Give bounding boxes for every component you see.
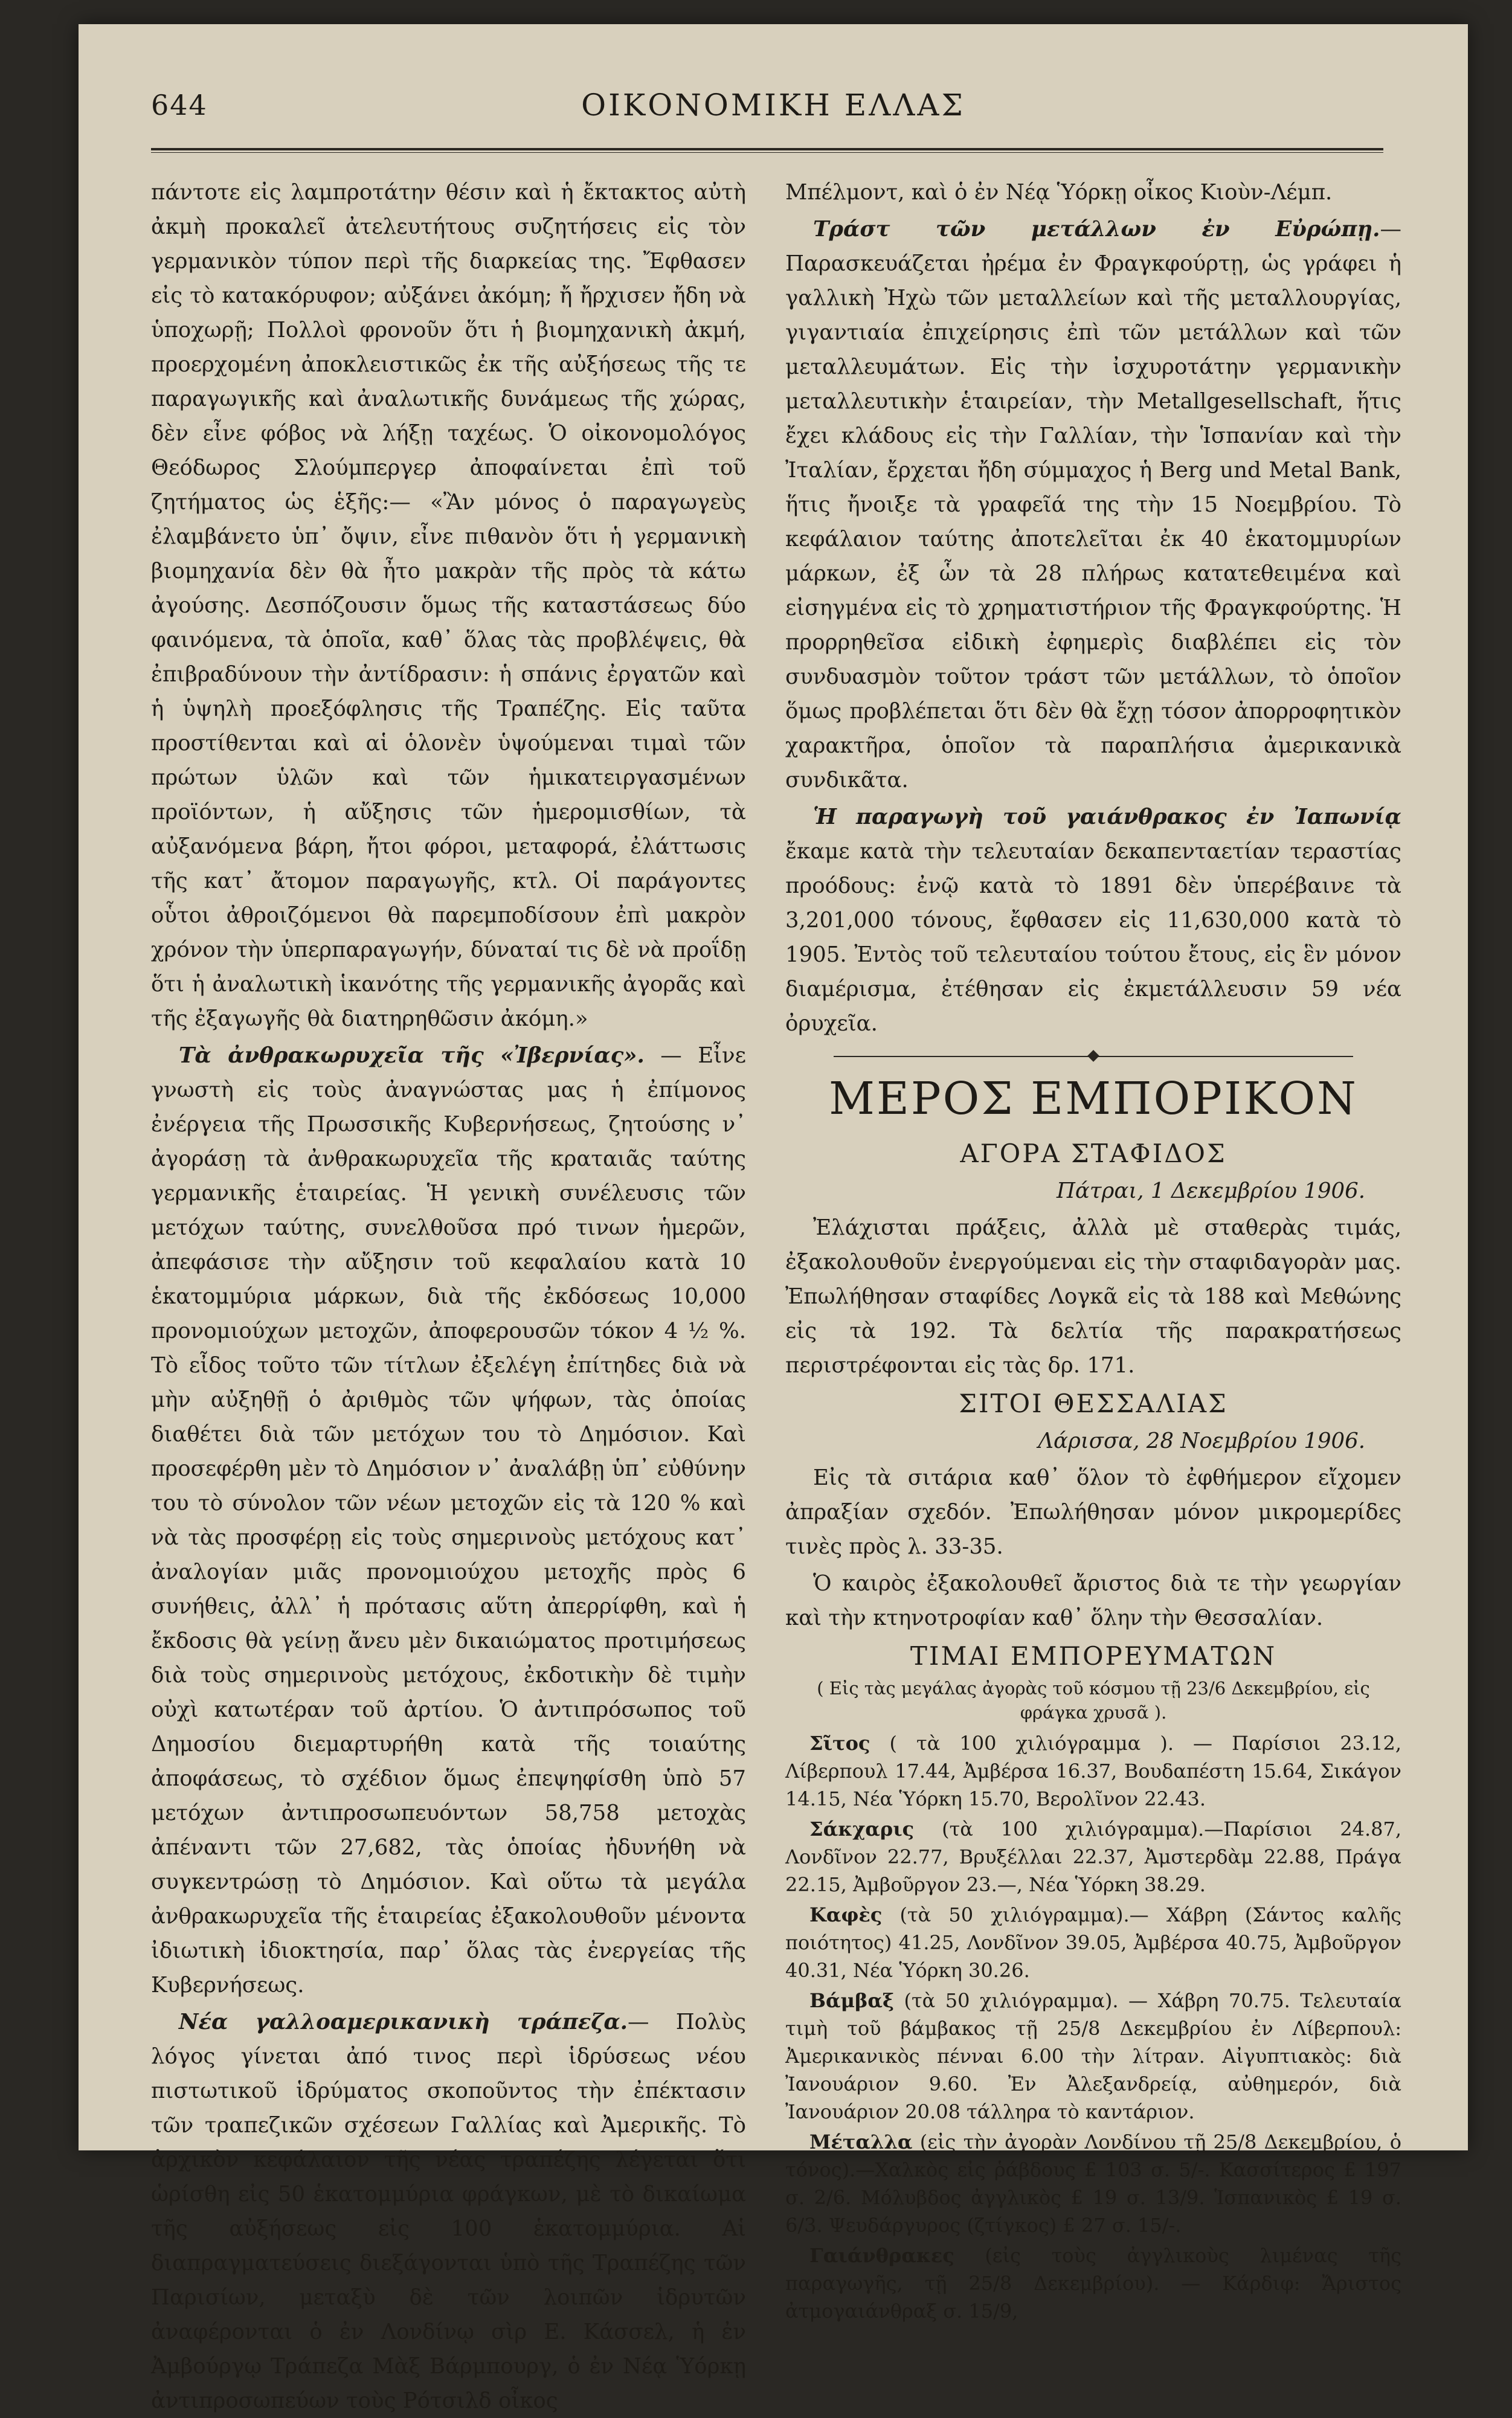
commodity-text: (τὰ 100 χιλιόγραμμα).—Παρίσιοι 24.87, Λονδῖνον 22.77, Βρυξέλλαι 22.37, Ἀμστερδὰμ 22.88, Πράγα 22.15, Ἀμβοῦργον 23.—, Νέα Ὑόρκη 38.29.	[785, 1818, 1401, 1896]
divider-ornament	[1087, 1050, 1099, 1062]
page-number: 644	[151, 89, 208, 121]
grain-text-2: Ὁ καιρὸς ἐξακολουθεῖ ἄριστος διὰ τε τὴν γεωργίαν καὶ τὴν κτηνοτροφίαν καθ᾿ ὅλην τὴν Θεσσαλίαν.	[785, 1571, 1401, 1630]
commodity-text: (τὰ 50 χιλιόγραμμα).— Χάβρη (Σάντος καλῆς ποιότητος) 41.25, Λονδῖνον 39.05, Ἀμβέρσα 40.75, Ἀμβοῦργον 40.31, Νέα Ὑόρκη 30.26.	[785, 1903, 1401, 1982]
running-title: ΟΙΚΟΝΟΜΙΚΗ ΕΛΛΑΣ	[581, 88, 965, 123]
commodity-text: ( τὰ 100 χιλιόγραμμα ). — Παρίσιοι 23.12, Λίβερπουλ 17.44, Ἀμβέρσα 16.37, Βουδαπέστη 15.64, Σικάγον 14.15, Νέα Ὑόρκη 15.70, Βερολῖνον 22.43.	[785, 1732, 1401, 1810]
header-rule	[151, 148, 1383, 153]
price-coal	[785, 2242, 1401, 2325]
price-metals	[785, 2128, 1401, 2239]
section-divider	[785, 1049, 1401, 1064]
commodity-name: Καφὲς	[809, 1903, 883, 1926]
commodity-text: (τὰ 50 χιλιόγραμμα). — Χάβρη 70.75. Τελευταία τιμὴ τοῦ βάμβακος τῇ 25/8 Δεκεμβρίου ἐν Λίβερπουλ: Ἀμερικανικὸς πένναι 6.00 τὴν λίτραν. Αἰγυπτιακὸς: διὰ Ἰανουάριον 9.60. Ἐν Ἀλεξανδρείᾳ, αὐθημερόν, διὰ Ἰανουάριον 20.08 τάλληρα τὸ καντάριον.	[785, 1989, 1401, 2123]
price-coffee	[785, 1901, 1401, 1984]
article-bank-continued: Μπέλμοντ, καὶ ὁ ἐν Νέᾳ Ὑόρκῃ οἶκος Κιοὺν-Λέμπ.	[785, 180, 1333, 205]
article-coal-title: Ἡ παραγωγὴ τοῦ γαιάνθρακος ἐν Ἰαπωνίᾳ	[813, 805, 1401, 829]
commodity-name: Μέταλλα	[809, 2130, 913, 2153]
article-japan-coal	[785, 800, 1401, 1041]
price-cotton	[785, 1987, 1401, 2126]
commodity-name: Σάκχαρις	[809, 1818, 915, 1841]
journal-page	[79, 24, 1468, 2413]
commodity-name: Βάμβαξ	[809, 1989, 894, 2012]
commodity-prices-list	[785, 1729, 1401, 2325]
article-hibernia-title: Τὰ ἀνθρακωρυχεῖα τῆς «Ἰβερνίας».	[179, 1043, 645, 1068]
article-trust-title: Τράστ τῶν μετάλλων ἐν Εὐρώπῃ.	[813, 217, 1380, 242]
article-hibernia	[151, 1038, 746, 2002]
article-metal-trust	[785, 212, 1401, 797]
page-header	[151, 82, 1395, 136]
commodity-prices-note: ( Εἰς τὰς μεγάλας ἀγορὰς τοῦ κόσμου τῇ 23/6 Δεκεμβρίου, εἰς φράγκα χρυσᾶ ).	[817, 1678, 1370, 1723]
commodity-name: Σῖτος	[809, 1732, 870, 1755]
price-sugar	[785, 1815, 1401, 1899]
commodity-prices-title: ΤΙΜΑΙ ΕΜΠΟΡΕΥΜΑΤΩΝ	[910, 1641, 1277, 1671]
left-column	[151, 175, 747, 2413]
commodity-name: Γαιάνθρακες	[809, 2244, 954, 2267]
article-coal-body: ἔκαμε κατὰ τὴν τελευταίαν δεκαπενταετίαν τεραστίας προόδους: ἐνῷ κατὰ τὸ 1891 δὲν ὑπερέβαινε τὰ 3,201,000 τόνους, ἔφθασεν εἰς 11,630,000 κατὰ τὸ 1905. Ἐντὸς τοῦ τελευταίου τούτου ἔτους, εἰς ἓν μόνον διαμέρισμα, ἐτέθησαν εἰς ἐκμετάλλευσιν 59 νέα ὀρυχεῖα.	[785, 839, 1401, 1036]
article-franco-american-bank	[151, 2005, 746, 2418]
commodity-text: (εἰς τὴν ἀγορὰν Λονδίνου τῇ 25/8 Δεκεμβρίου, ὁ τόνος).—Χαλκὸς εἰς ῥάβδους £ 103 σ. 5/-. Κασσίτερος £ 197 σ. 2/6. Μόλυβδος ἀγγλικὸς £ 19 σ. 13/9. Ἱσπανικὸς £ 19 σ. 6/3. Ψευδάργυρος (ζτίγκος) £ 27 σ. 15/-.	[785, 2130, 1401, 2237]
article-bank-body: — Πολὺς λόγος γίνεται ἀπό τινος περὶ ἱδρύσεως νέου πιστωτικοῦ ἱδρύματος σκοποῦντος τὴν ἐπέκτασιν τῶν τραπεζικῶν σχέσεων Γαλλίας καὶ Ἀμερικῆς. Τὸ ἀρχικὸν κεφάλαιον τῆς νέας τραπέζης λέγεται ὅτι ὡρίσθη εἰς 50 ἑκατομμύρια φράγκων, μὲ τὸ δικαίωμα τῆς αὐξήσεως εἰς 100 ἑκατομμύρια. Αἱ διαπραγματεύσεις διεξάγονται ὑπὸ τῆς Τραπέζης τῶν Παρισίων, μεταξὺ δὲ τῶν λοιπῶν ἱδρυτῶν ἀναφέρονται ὁ ἐν Λονδίνῳ σὶρ Ε. Κάσσελ, ἡ ἐν Ἀμβούργῳ Τράπεζα Μὰξ Βάρμπουργ, ὁ ἐν Νέᾳ Ὑόρκῃ ἀντιπροσωπεύων τοὺς Ρότσιλδ οἶκος	[151, 2010, 747, 2413]
grain-dateline: Λάρισσα, 28 Νοεμβρίου 1906.	[1038, 1429, 1365, 1453]
currant-market-dateline: Πάτραι, 1 Δεκεμβρίου 1906.	[1056, 1178, 1365, 1203]
right-column	[785, 175, 1401, 2323]
grain-text-1: Εἰς τὰ σιτάρια καθ᾿ ὅλον τὸ ἐφθήμερον εἴχομεν ἀπραξίαν σχεδόν. Ἐπωλήθησαν μόνον μικρομερίδες τινὲς πρὸς λ. 33-35.	[785, 1465, 1401, 1559]
article-trust-body: — Παρασκευάζεται ἠρέμα ἐν Φραγκφούρτῃ, ὡς γράφει ἡ γαλλικὴ Ἠχὼ τῶν μεταλλείων καὶ τῆς μεταλλουργίας, γιγαντιαία ἐπιχείρησις ἐπὶ τῶν μετάλλων καὶ τῶν μεταλλευμάτων. Εἰς τὴν ἰσχυροτάτην γερμανικὴν μεταλλευτικὴν ἑταιρείαν, τὴν Metallgesellschaft, ἥτις ἔχει κλάδους εἰς τὴν Γαλλίαν, τὴν Ἱσπανίαν καὶ τὴν Ἰταλίαν, ἔρχεται ἤδη σύμμαχος ἡ Berg und Metal Bank, ἥτις ἤνοιξε τὰ γραφεῖά της τὴν 15 Νοεμβρίου. Τὸ κεφάλαιον ταύτης ἀποτελεῖται ἐκ 40 ἑκατομμυρίων μάρκων, ἐξ ὧν τὰ 28 πλήρως κατατεθειμένα καὶ εἰσηγμένα εἰς τὸ χρηματιστήριον τῆς Φραγκφούρτης. Ἡ προρρηθεῖσα εἰδικὴ ἐφημερὶς διαβλέπει εἰς τὸν συνδυασμὸν τοῦτον τράστ τῶν μετάλλων, τὸ ὁποῖον ὅμως προβλέπεται ὅτι δὲν θὰ ἔχῃ τόσον ἀπορροφητικὸν χαρακτῆρα, ὁποῖον τὰ παραπλήσια ἀμερικανικὰ συνδικᾶτα.	[785, 217, 1401, 793]
price-wheat	[785, 1729, 1401, 1813]
currant-market-title: ΑΓΟΡΑ ΣΤΑΦΙΔΟΣ	[960, 1139, 1227, 1168]
grain-title: ΣΙΤΟΙ ΘΕΣΣΑΛΙΑΣ	[959, 1389, 1228, 1418]
section-title: ΜΕΡΟΣ ΕΜΠΟΡΙΚΟΝ	[829, 1073, 1358, 1125]
article-hibernia-body: — Εἶνε γνωστὴ εἰς τοὺς ἀναγνώστας μας ἡ ἐπίμονος ἐνέργεια τῆς Πρωσσικῆς Κυβερνήσεως, ζητούσης ν᾿ ἀγοράσῃ τὰ ἀνθρακωρυχεῖα τῆς κραταιᾶς ταύτης γερμανικῆς ἑταιρείας. Ἡ γενικὴ συνέλευσις τῶν μετόχων ταύτης, συνελθοῦσα πρό τινων ἡμερῶν, ἀπεφάσισε τὴν αὔξησιν τοῦ κεφαλαίου κατὰ 10 ἑκατομμύρια μάρκων, διὰ τῆς ἐκδόσεως 10,000 προνομιούχων μετοχῶν, ἀποφερουσῶν τόκον 4 ½ %. Τὸ εἶδος τοῦτο τῶν τίτλων ἐξελέγη ἐπίτηδες διὰ νὰ μὴν αὐξηθῇ ὁ ἀριθμὸς τῶν ψήφων, τὰς ὁποίας διαθέτει διὰ τῶν μετόχων του τὸ Δημόσιον. Καὶ προσεφέρθη μὲν τὸ Δημόσιον ν᾿ ἀναλάβῃ ὑπ᾿ εὐθύνην του τὸ σύνολον τῶν νέων μετοχῶν εἰς τὰ 120 % καὶ νὰ τὰς προσφέρῃ εἰς τοὺς σημερινοὺς μετόχους κατ᾿ ἀναλογίαν μιᾶς προνομιούχου μετοχῆς πρὸς 6 συνήθεις, ἀλλ᾿ ἡ πρότασις αὕτη ἀπερρίφθη, καὶ ἡ ἔκδοσις θὰ γείνῃ ἄνευ μὲν δικαιώματος προτιμήσεως διὰ τοὺς σημερινοὺς μετόχους, ἐκδοτικὴν δὲ τιμὴν οὐχὶ κατωτέραν τοῦ ἀρτίου. Ὁ ἀντιπρόσωπος τοῦ Δημοσίου διεμαρτυρήθη κατὰ τῆς τοιαύτης ἀποφάσεως, τὸ σχέδιον ὅμως ἐπεψηφίσθη ὑπὸ 57 μετόχων ἀντιπροσωπευόντων 58,758 μετοχὰς ἀπέναντι τῶν 27,682, τὰς ὁποίας ἠδυνήθη νὰ συγκεντρώσῃ τὸ Δημόσιον. Καὶ οὕτω τὰ μεγάλα ἀνθρακωρυχεῖα τῆς ἑταιρείας ἐξακολουθοῦν μένοντα ἰδιωτικὴ ἰδιοκτησία, παρ᾿ ὅλας τὰς ἐνεργείας τῆς Κυβερνήσεως.	[151, 1043, 747, 1998]
article-german-industry: πάντοτε εἰς λαμπροτάτην θέσιν καὶ ἡ ἔκτακτος αὐτὴ ἀκμὴ προκαλεῖ ἀτελευτήτους συζητήσεις εἰς τὸν γερμανικὸν τύπον περὶ τῆς διαρκείας της. Ἔφθασεν εἰς τὸ κατακόρυφον; αὐξάνει ἀκόμη; ἤ ἤρχισεν ἤδη νὰ ὑποχωρῇ; Πολλοὶ φρονοῦν ὅτι ἡ βιομηχανικὴ ἀκμή, προερχομένη ἀποκλειστικῶς ἐκ τῆς αὐξήσεως τῆς τε παραγωγικῆς καὶ ἀναλωτικῆς δυνάμεως τῆς χώρας, δὲν εἶνε φόβος νὰ λήξῃ ταχέως. Ὁ οἰκονομολόγος Θεόδωρος Σλούμπεργερ ἀποφαίνεται ἐπὶ τοῦ ζητήματος ὡς ἑξῆς:— «Ἂν μόνος ὁ παραγωγεὺς ἐλαμβάνετο ὑπ᾿ ὄψιν, εἶνε πιθανὸν ὅτι ἡ γερμανικὴ βιομηχανία δὲν θὰ ἦτο μακρὰν τῆς πρὸς τὰ κάτω ἀγούσης. Δεσπόζουσιν ὅμως τῆς καταστάσεως δύο φαινόμενα, τὰ ὁποῖα, καθ᾿ ὅλας τὰς προβλέψεις, θὰ ἐπιβραδύνουν τὴν ἀντίδρασιν: ἡ σπάνις ἐργατῶν καὶ ἡ ὑψηλὴ προεξόφλησις τῆς Τραπέζης. Εἰς ταῦτα προστίθενται καὶ αἱ ὁλονὲν ὑψούμεναι τιμαὶ τῶν πρώτων ὑλῶν καὶ τῶν ἡμικατειργασμένων προϊόντων, ἡ αὔξησις τῶν ἡμερομισθίων, τὰ αὐξανόμενα βάρη, ἤτοι φόροι, μεταφορά, ἐλάττωσις τῆς κατ᾿ ἄτομον παραγωγῆς, κτλ. Οἱ παράγοντες οὗτοι ἀθροιζόμενοι θὰ παρεμποδίσουν ἐπὶ μακρὸν χρόνον τὴν ὑπερπαραγωγήν, δύναταί τις δὲ νὰ προΐδῃ ὅτι ἡ ἀναλωτικὴ ἱκανότης τῆς γερμανικῆς ἀγορᾶς καὶ τῆς ἐξαγωγῆς θὰ διατηρηθῶσιν ἀκόμη.»	[151, 180, 746, 1031]
currant-market-text: Ἐλάχισται πράξεις, ἀλλὰ μὲ σταθερὰς τιμάς, ἐξακολουθοῦν ἐνεργούμεναι εἰς τὴν σταφιδαγορὰν μας. Ἐπωλήθησαν σταφίδες Λογκᾶ εἰς τὰ 188 καὶ Μεθώνης εἰς τὰ 192. Τὰ δελτία τῆς παρακρατήσεως περιστρέφονται εἰς τὰς δρ. 171.	[785, 1215, 1401, 1378]
commodity-text: (εἰς τοὺς ἀγγλικοὺς λιμένας τῆς παραγωγῆς, τῇ 25/8 Δεκεμβρίου). — Κάρδιφ: Ἄριστος ἀτμογαιάνθραξ σ. 15/9,	[785, 2244, 1401, 2323]
article-bank-title: Νέα γαλλοαμερικανικὴ τράπεζα.	[179, 2010, 628, 2034]
